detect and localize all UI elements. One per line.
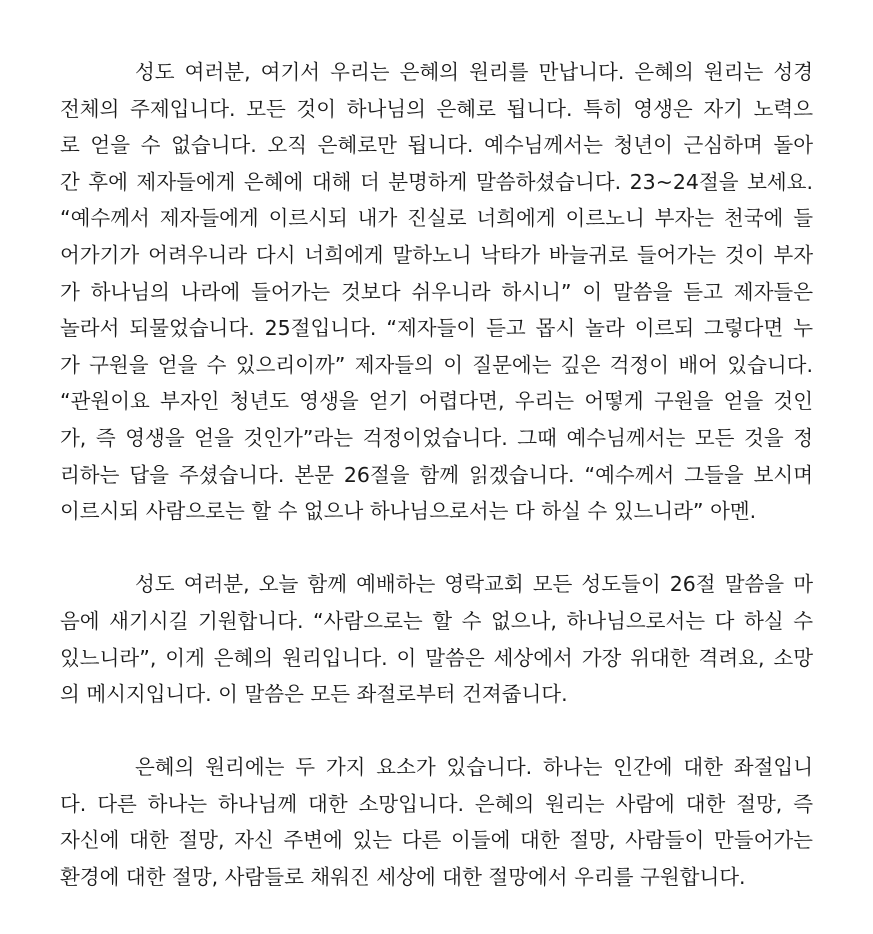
paragraph-line: 성도 여러분, 여기서 우리는 은혜의 원리를 만납니다. 은혜의 원리는 성경 — [135, 60, 813, 84]
paragraph-line: 놀라서 되물었습니다. 25절입니다. “제자들이 듣고 몹시 놀라 이르되 그렇다면 누 — [60, 316, 813, 341]
paragraph-line: 음에 새기시길 기원합니다. “사람으로는 할 수 없으나, 하나님으로서는 다 하실 수 — [60, 608, 813, 633]
paragraph-3 — [60, 749, 813, 895]
paragraph-line: 가 하나님의 나라에 들어가는 것보다 쉬우니라 하시니” 이 말씀을 듣고 제자들은 — [60, 279, 813, 304]
paragraph-line: 리하는 답을 주셨습니다. 본문 26절을 함께 읽겠습니다. “예수께서 그들을 보시며 — [60, 462, 813, 487]
paragraph-line: “예수께서 제자들에게 이르시되 내가 진실로 너희에게 이르노니 부자는 천국에 들 — [60, 206, 813, 231]
paragraph-line: 가, 즉 영생을 얻을 것인가”라는 걱정이었습니다. 그때 예수님께서는 모든 것을 정 — [60, 425, 813, 450]
paragraph-line: 로 얻을 수 없습니다. 오직 은혜로만 됩니다. 예수님께서는 청년이 근심하며 돌아 — [60, 133, 813, 158]
paragraph-spacer — [60, 713, 813, 750]
paragraph-line: 환경에 대한 절망, 사람들로 채워진 세상에 대한 절망에서 우리를 구원합니다. — [60, 865, 746, 890]
paragraph-line: 다. 다른 하나는 하나님께 대한 소망입니다. 은혜의 원리는 사람에 대한 절망, 즉 — [60, 791, 813, 816]
paragraph-line: 의 메시지입니다. 이 말씀은 모든 좌절로부터 건져줍니다. — [60, 682, 568, 707]
paragraph-line: 가 구원을 얻을 수 있으리이까” 제자들의 이 질문에는 깊은 걱정이 배어 있습니다. — [60, 352, 813, 377]
paragraph-1 — [60, 54, 813, 530]
paragraph-line: 있느니라”, 이게 은혜의 원리입니다. 이 말씀은 세상에서 가장 위대한 격려요, 소망 — [60, 645, 813, 670]
paragraph-line: 은혜의 원리에는 두 가지 요소가 있습니다. 하나는 인간에 대한 좌절입니 — [135, 755, 813, 780]
paragraph-line: 자신에 대한 절망, 자신 주변에 있는 다른 이들에 대한 절망, 사람들이 만들어가는 — [60, 828, 813, 853]
paragraph-spacer — [60, 530, 813, 567]
paragraph-line: 어가기가 어려우니라 다시 너희에게 말하노니 낙타가 바늘귀로 들어가는 것이 부자 — [60, 242, 813, 267]
paragraph-line: 성도 여러분, 오늘 함께 예배하는 영락교회 모든 성도들이 26절 말씀을 마 — [135, 572, 813, 597]
paragraph-line: “관원이요 부자인 청년도 영생을 얻기 어렵다면, 우리는 어떻게 구원을 얻을 것인 — [60, 389, 813, 414]
paragraph-line: 이르시되 사람으로는 할 수 없으나 하나님으로서는 다 하실 수 있느니라” 아멘. — [60, 499, 757, 524]
paragraph-2 — [60, 566, 813, 712]
paragraph-line: 간 후에 제자들에게 은혜에 대해 더 분명하게 말씀하셨습니다. 23~24절을 보세요. — [60, 169, 813, 194]
paragraph-line: 전체의 주제입니다. 모든 것이 하나님의 은혜로 됩니다. 특히 영생은 자기 노력으 — [60, 96, 813, 121]
document-body — [60, 54, 813, 896]
